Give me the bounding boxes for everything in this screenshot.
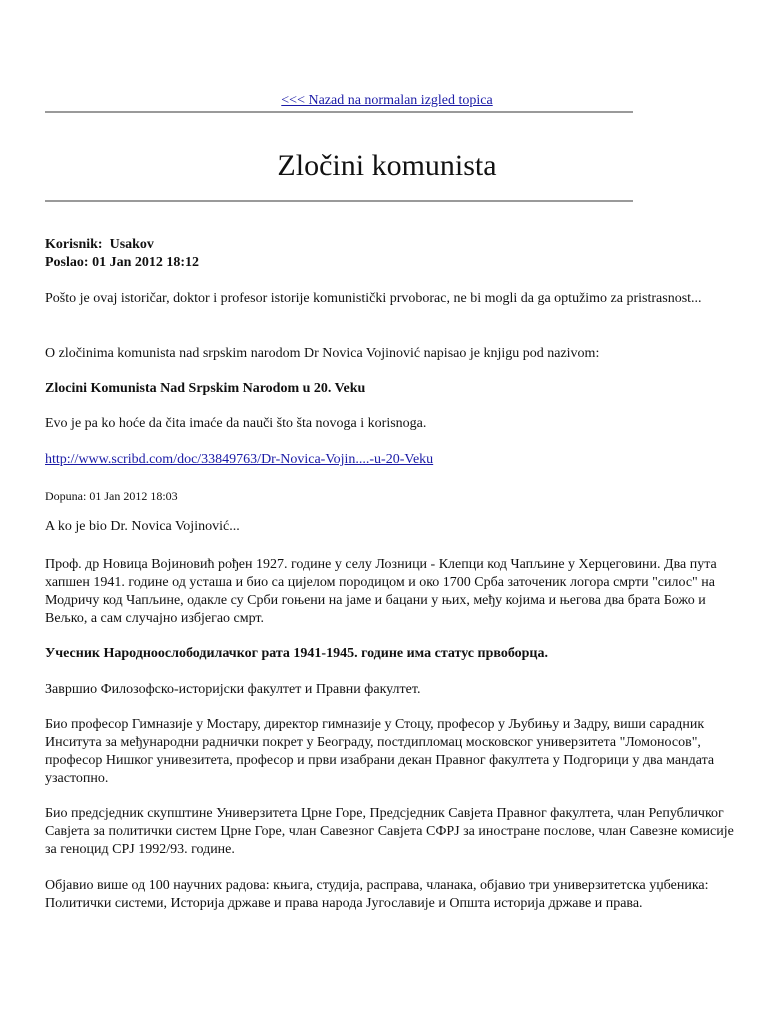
bio-paragraph: Био предсједник скупштине Универзитета Црне Горе, Предсједник Савјета Правног факултета, члан Републичког Савјета за политички систем Црне Горе, члан Савезног Савјета СФРЈ за иностране послове, члан Савезне комисије за геноцид СРЈ 1992/93. године. — [45, 806, 734, 857]
post-paragraph: O zločinima komunista nad srpskim narodom Dr Novica Vojinović napisao je knjigu pod nazivom: — [45, 346, 600, 361]
bio-paragraph: Проф. др Новица Војиновић рођен 1927. године у селу Лозници - Клепци код Чапљине у Херцеговини. Два пута хапшен 1941. године од усташа и био са цијелом породицом и око 1700 Срба заточеник логора смрти "силос" на Модричу код Чапљине, одакле су Срби гоњени на јаме и бацани у њих, међу којима и његова два брата Божо и Вељко, а сам случајно избјегао смрт. — [45, 557, 717, 626]
posted-date-value: 01 Jan 2012 18:12 — [92, 255, 200, 270]
posted-label: Poslao: — [45, 255, 89, 270]
scribd-link[interactable]: http://www.scribd.com/doc/33849763/Dr-Novica-Vojin....-u-20-Veku — [45, 452, 434, 467]
bio-highlight: Учесник Народноослободилачког рата 1941-1945. године има статус првоборца. — [45, 646, 548, 661]
bio-paragraph: Објавио више од 100 научних радова: књига, студија, расправа, чланака, објавио три универзитетска уџбеника: Политички системи, Историја државе и права народа Југославије и Општа историја државе и права. — [45, 878, 709, 911]
page-title: Zločini komunista — [277, 149, 497, 182]
book-title: Zlocini Komunista Nad Srpskim Narodom u 20. Veku — [45, 381, 366, 396]
top-divider — [45, 111, 633, 113]
edit-note: Dopuna: 01 Jan 2012 18:03 — [45, 489, 178, 503]
author-name: Usakov — [109, 237, 154, 252]
back-to-topic-link[interactable]: <<< Nazad na normalan izgled topica — [281, 93, 493, 108]
author-label: Korisnik: — [45, 237, 103, 252]
post-date — [45, 254, 199, 272]
post-paragraph: A ko je bio Dr. Novica Vojinović... — [45, 519, 240, 534]
scribd-link-paragraph — [45, 451, 745, 469]
bio-paragraph: Био професор Гимназије у Мостару, директор гимназије у Стоцу, професор у Љубињу и Задру, виши сарадник Инситута за међународни раднички покрет у Београду, постдипломац московског универзитета "Ломоносов", професор Нишког унивезитета, професор и први изабрани декан Правног факултета у Подгорици у два мандата узастопно. — [45, 717, 715, 786]
bio-paragraph: Завршио Филозофско-историјски факултет и Правни факултет. — [45, 682, 421, 697]
title-divider — [45, 200, 633, 202]
post-paragraph: Evo je pa ko hoće da čita imaće da nauči što šta novoga i korisnoga. — [45, 416, 427, 431]
post-author — [45, 236, 154, 254]
post-paragraph: Pošto je ovaj istoričar, doktor i profesor istorije komunistički prvoborac, ne bi mogli da ga optužimo za pristrasnost... — [45, 291, 702, 306]
